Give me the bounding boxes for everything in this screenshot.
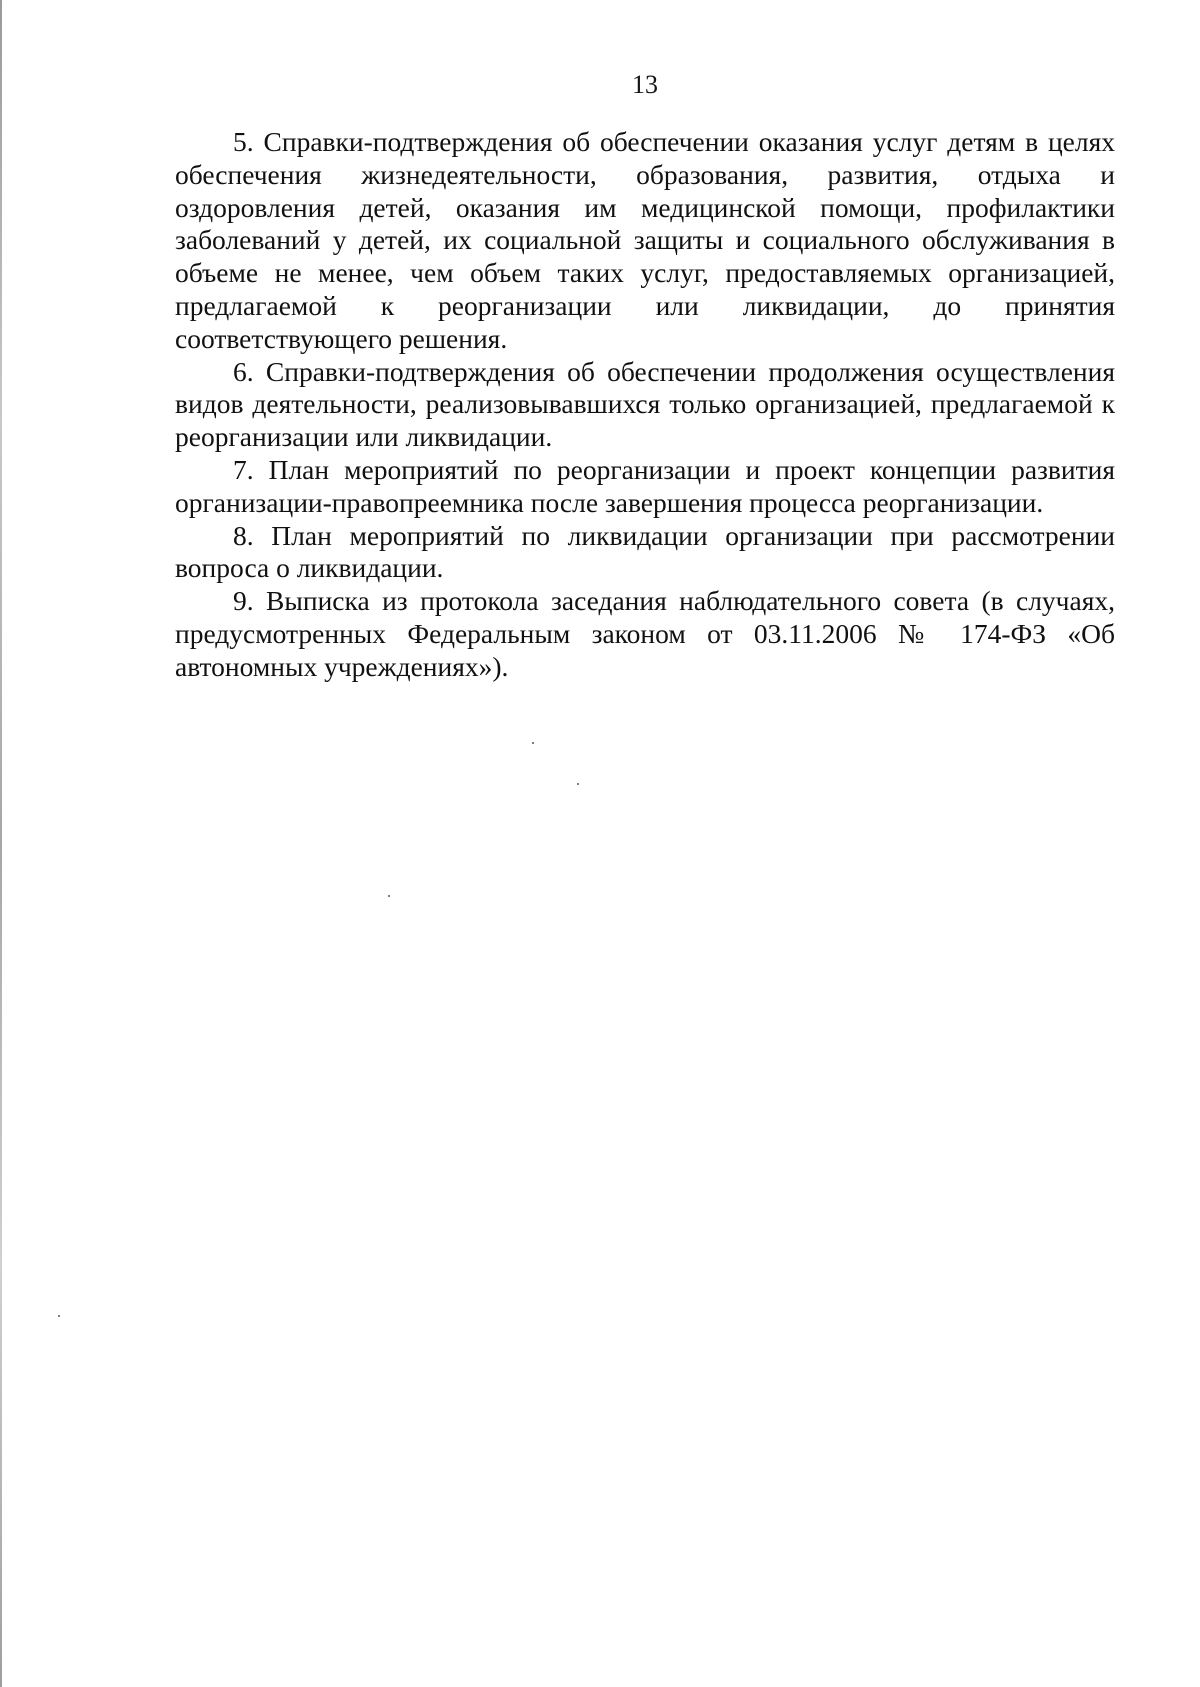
paragraph-7: 7. План мероприятий по реорганизации и проект концепции развития организации-правопреемника после завершения процесса реорганизации. — [175, 453, 1115, 518]
scan-speck — [532, 742, 534, 744]
scan-speck — [577, 783, 579, 785]
paragraph-5: 5. Справки-подтверждения об обеспечении оказания услуг детям в целях обеспечения жизнедеятельности, образования, развития, отдыха и оздоровления детей, оказания им медицинской помощи, профилактики заболеваний у детей, их социальной защиты и социального обслуживания в объеме не менее, чем объем таких услуг, предоставляемых организацией, предлагаемой к реорганизации или ликвидации, до принятия соответствующего решения. — [175, 126, 1115, 354]
scan-speck — [388, 895, 390, 897]
paragraph-8: 8. План мероприятий по ликвидации организации при рассмотрении вопроса о ликвидации. — [175, 519, 1115, 584]
paragraph-9: 9. Выписка из протокола заседания наблюдательного совета (в случаях, предусмотренных Федеральным законом от 03.11.2006 № 174-ФЗ «Об автономных учреждениях»). — [175, 585, 1115, 682]
scan-speck — [58, 1315, 60, 1317]
page-number: 13 — [632, 70, 658, 99]
paragraph-6: 6. Справки-подтверждения об обеспечении продолжения осуществления видов деятельности, реализовывавшихся только организацией, предлагаемой к реорганизации или ликвидации. — [175, 355, 1115, 453]
scan-edge — [0, 0, 2, 1687]
document-body — [175, 126, 1115, 684]
